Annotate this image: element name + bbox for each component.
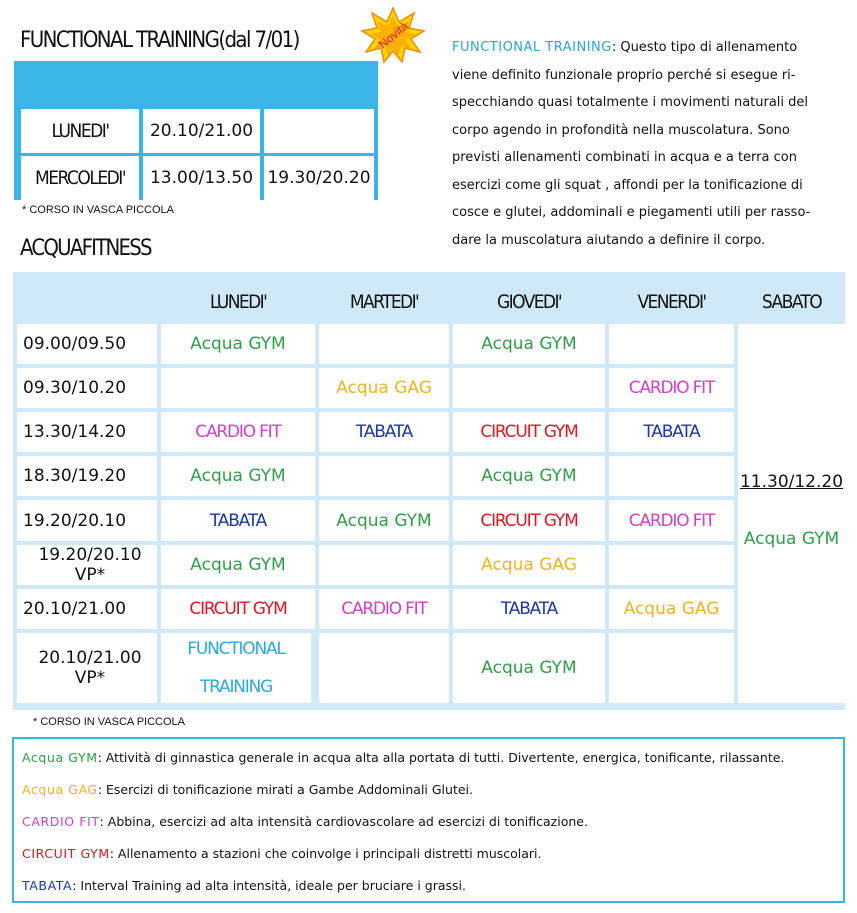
legend-item (22, 875, 843, 907)
legend-item (22, 811, 843, 843)
course-cell: Acqua GYM (161, 456, 315, 496)
time-cell: 13.00/13.50 (143, 156, 260, 200)
course-cell (609, 456, 734, 496)
course-cell (319, 633, 449, 703)
course-cell: CARDIO FIT (319, 589, 449, 629)
course-cell: Acqua GYM (161, 545, 315, 585)
course-cell: TABATA (319, 412, 449, 452)
course-cell (453, 368, 605, 408)
course-cell: CIRCUIT GYM (453, 412, 605, 452)
time-cell: 20.10/21.00 VP* (17, 633, 157, 703)
time-cell: 20.10/21.00 (143, 109, 260, 153)
course-cell: TABATA (161, 500, 315, 541)
course-cell: TABATA (453, 589, 605, 629)
column-header: SABATO (761, 291, 822, 313)
legend-item (22, 843, 843, 875)
novita-star-badge (360, 6, 426, 64)
course-cell (609, 633, 734, 703)
time-cell: 09.30/10.20 (17, 368, 157, 408)
course-cell (319, 324, 449, 364)
legend-description: : Esercizi di tonificazione mirati a Gambe Addominali Glutei. (97, 782, 473, 797)
course-cell (161, 368, 315, 408)
course-cell: TABATA (609, 412, 734, 452)
course-cell: CARDIO FIT (161, 412, 315, 452)
functional-training-table-header (17, 64, 375, 106)
description-text: : Questo tipo di allenamento viene definito funzionale proprio perché si esegue ri-specchiando quasi totalmente i movimenti naturali del corpo agendo in profondità nella muscolatura. Sono previsti allenamenti combinati in acqua e a terra con esercizi come gli squat , affondi per la tonificazione di cosce e glutei, addominali e piegamenti utili per rasso-dare la muscolatura aiutando a definire il corpo. (452, 40, 811, 248)
time-cell: 20.10/21.00 (17, 589, 157, 629)
legend-key: CARDIO FIT (22, 814, 100, 829)
day-cell: LUNEDI' (21, 109, 139, 153)
time-cell: 19.20/20.10 (17, 500, 157, 541)
novita-badge-label: Novità (375, 18, 411, 52)
legend-description: : Interval Training ad alta intensità, ideale per bruciare i grassi. (72, 878, 466, 893)
functional-training-footnote: * CORSO IN VASCA PICCOLA (22, 204, 175, 216)
course-cell: CARDIO FIT (609, 500, 734, 541)
legend-key: Acqua GAG (22, 782, 98, 797)
time-cell (264, 109, 374, 153)
day-cell: MERCOLEDI' (21, 156, 139, 200)
course-cell: Acqua GYM (453, 633, 605, 703)
saturday-course: Acqua GYM (743, 529, 840, 549)
column-header: MARTEDI' (349, 291, 419, 313)
functional-training-description (452, 34, 832, 254)
functional-training-title: FUNCTIONAL TRAINING(dal 7/01) (20, 28, 299, 53)
course-cell: FUNCTIONAL TRAINING (161, 633, 311, 703)
course-cell: Acqua GYM (161, 324, 315, 364)
table-row (17, 109, 375, 153)
legend-key: Acqua GYM (22, 750, 98, 765)
course-cell: CARDIO FIT (609, 368, 734, 408)
acquafitness-schedule-table (13, 272, 845, 710)
acquafitness-title: ACQUAFITNESS (20, 236, 151, 261)
course-cell: Acqua GYM (453, 324, 605, 364)
time-cell: 09.00/09.50 (17, 324, 157, 364)
course-cell: CIRCUIT GYM (161, 589, 315, 629)
time-cell: 19.20/20.10 VP* (17, 545, 157, 585)
legend-item (22, 779, 843, 811)
course-cell: Acqua GAG (453, 545, 605, 585)
saturday-cell (738, 324, 845, 703)
legend-description: : Attività di ginnastica generale in acqua alta alla portata di tutti. Divertente, energica, tonificante, rilassante. (97, 750, 785, 765)
legend-key: TABATA (22, 878, 73, 893)
saturday-time: 11.30/12.20 (739, 472, 844, 492)
functional-training-table (14, 61, 378, 200)
legend-item (22, 747, 843, 779)
course-cell: Acqua GAG (609, 589, 734, 629)
column-header: VENERDI' (637, 291, 706, 313)
time-cell: 18.30/19.20 (17, 456, 157, 496)
legend-description: : Allenamento a stazioni che coinvolge i principali distretti muscolari. (109, 846, 542, 861)
table-row (17, 156, 375, 200)
acquafitness-footnote: * CORSO IN VASCA PICCOLA (33, 716, 186, 728)
column-header: LUNEDI' (209, 291, 267, 313)
course-cell: Acqua GAG (319, 368, 449, 408)
time-cell: 19.30/20.20 (264, 156, 374, 200)
time-cell: 13.30/14.20 (17, 412, 157, 452)
course-cell (319, 456, 449, 496)
legend-description: : Abbina, esercizi ad alta intensità cardiovascolare ad esercizi di tonificazione. (99, 814, 588, 829)
legend-key: CIRCUIT GYM (22, 846, 110, 861)
description-keyword: FUNCTIONAL TRAINING (452, 40, 612, 55)
course-cell (319, 545, 449, 585)
course-cell: CIRCUIT GYM (453, 500, 605, 541)
course-cell: Acqua GYM (319, 500, 449, 541)
course-legend (12, 737, 845, 903)
course-cell (609, 545, 734, 585)
column-header: GIOVEDI' (497, 291, 561, 313)
course-cell (609, 324, 734, 364)
course-cell: Acqua GYM (453, 456, 605, 496)
